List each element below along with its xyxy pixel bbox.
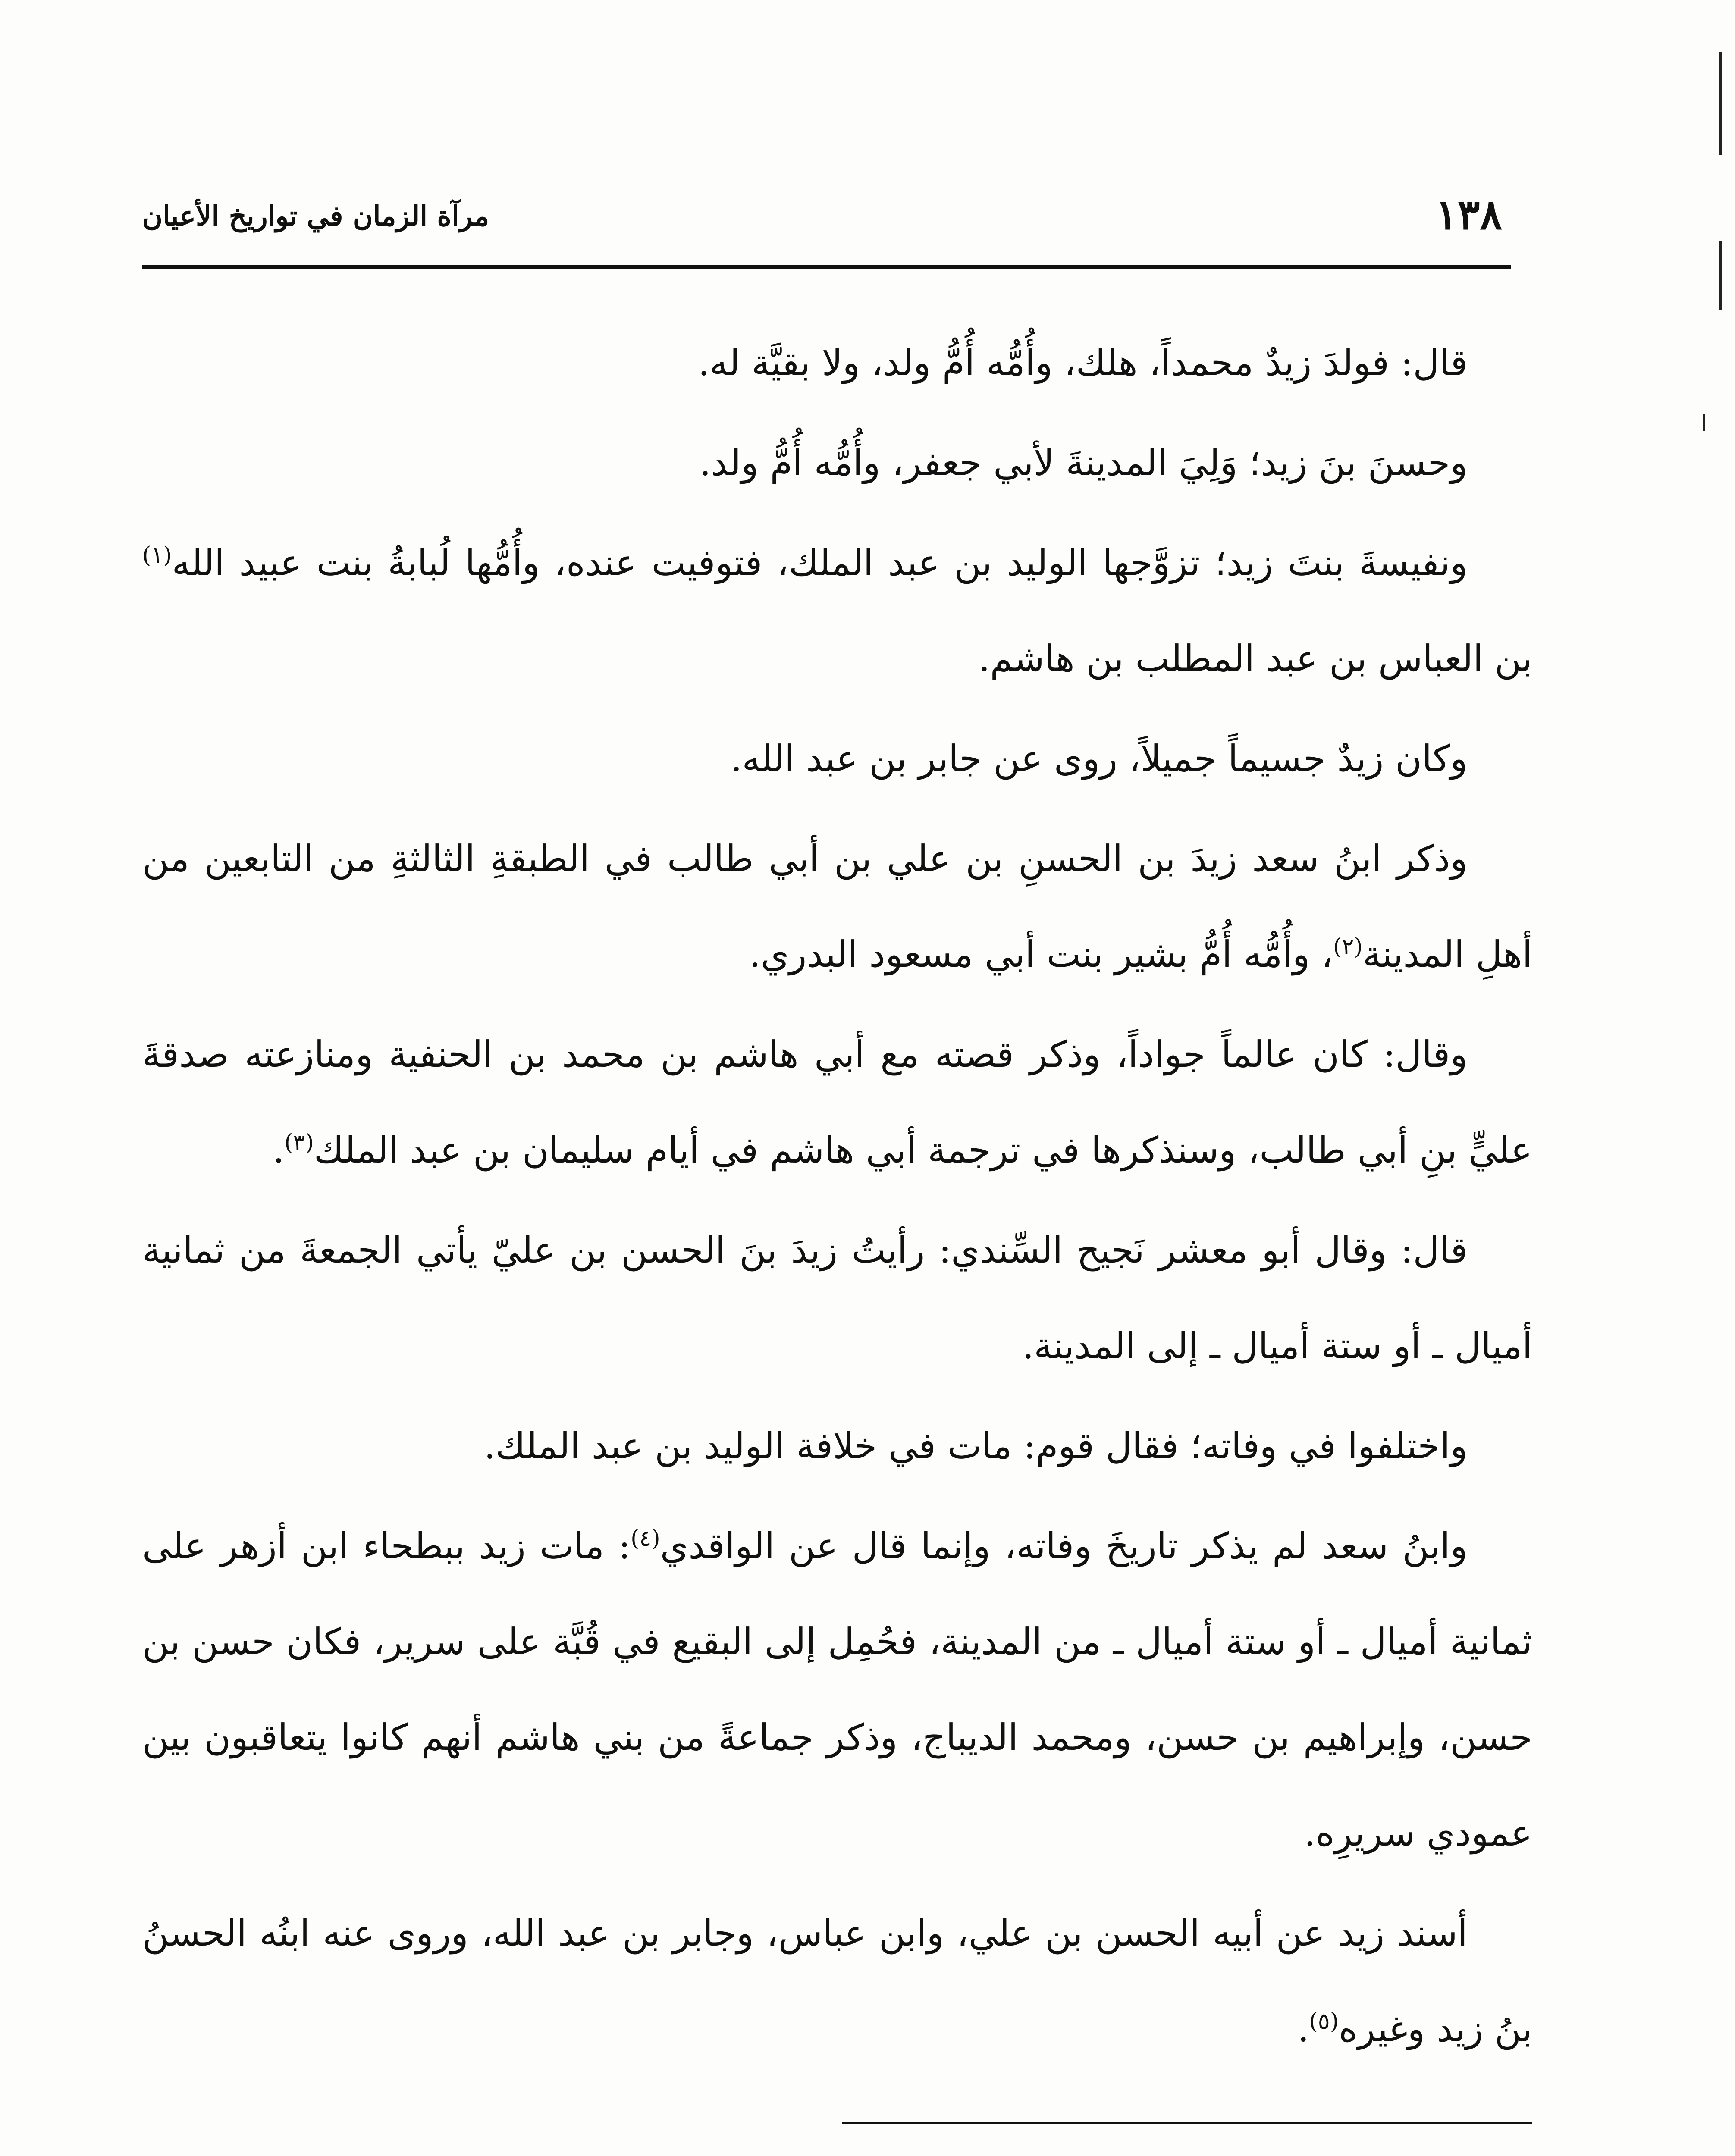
paragraph: وكان زيدٌ جسيماً جميلاً، روى عن جابر بن عبد الله. xyxy=(730,737,1468,780)
main-text xyxy=(142,315,1532,2081)
footnote xyxy=(142,2152,1532,2156)
page-header xyxy=(142,185,1502,267)
paragraph: أسند زيد عن أبيه الحسن بن علي، وابن عباس، وجابر بن عبد الله، وروى عنه ابنُه الحسنُ بنُ زيد وغيره$^{(٥)}$. xyxy=(142,1912,1532,2050)
paragraph: قال: وقال أبو معشر نَجيح السِّندي: رأيتُ زيدَ بنَ الحسن بن عليّ يأتي الجمعةَ من ثمانية أميال ـ أو ستة أميال ـ إلى المدينة. xyxy=(142,1229,1532,1367)
paragraph: وحسنَ بنَ زيد؛ وَلِيَ المدينةَ لأبي جعفر، وأُمُّه أُمُّ ولد. xyxy=(699,442,1468,484)
paragraph: وذكر ابنُ سعد زيدَ بن الحسنِ بن علي بن أبي طالب في الطبقةِ الثالثةِ من التابعين من أهلِ المدينة$^{(٢)}$، وأُمُّه أُمُّ بشير بنت أبي مسعود البدري. xyxy=(142,837,1532,975)
footnote-ref[interactable]: (٣) xyxy=(284,1130,314,1156)
footnotes xyxy=(142,2152,1532,2156)
scan-edge-mark xyxy=(1703,414,1705,431)
running-title: مرآة الزمان في تواريخ الأعيان xyxy=(142,200,489,232)
footnote-ref[interactable]: (٤) xyxy=(631,1526,660,1551)
paragraph: ونفيسةَ بنتَ زيد؛ تزوَّجها الوليد بن عبد الملك، فتوفيت عنده، وأُمُّها لُبابةُ بنت عبيد الله$^{(١)}$ بن العباس بن عبد المطلب بن هاشم. xyxy=(142,542,1532,680)
paragraph: واختلفوا في وفاته؛ فقال قوم: مات في خلافة الوليد بن عبد الملك. xyxy=(484,1425,1468,1467)
scan-edge-mark xyxy=(1719,52,1722,155)
footnote-ref[interactable]: (٢) xyxy=(1333,934,1363,960)
paragraph: وقال: كان عالماً جواداً، وذكر قصته مع أبي هاشم بن محمد بن الحنفية ومنازعته صدقةَ عليٍّ بنِ أبي طالب، وسنذكرها في ترجمة أبي هاشم في أيام سليمان بن عبد الملك$^{(٣)}$. xyxy=(142,1033,1532,1171)
footnote-ref[interactable]: (٥) xyxy=(1309,2009,1339,2034)
paragraph: قال: فولدَ زيدٌ محمداً، هلك، وأُمُّه أُمُّ ولد، ولا بقيَّة له. xyxy=(698,342,1468,384)
page-number: ١٣٨ xyxy=(1435,190,1502,239)
footnote-ref[interactable]: (١) xyxy=(142,542,172,568)
scan-edge-mark xyxy=(1719,241,1722,310)
paragraph: وابنُ سعد لم يذكر تاريخَ وفاته، وإنما قال عن الواقدي$^{(٤)}$: مات زيد ببطحاء ابن أزهر على ثمانية أميال ـ أو ستة أميال ـ من المدينة، فحُمِل إلى البقيع في قُبَّة على سرير، فكان حسن بن حسن، وإبراهيم بن حسن، ومحمد الديباج، وذكر جماعةً من بني هاشم أنهم كانوا يتعاقبون بين عمودي سريرِه. xyxy=(142,1525,1532,1854)
footnote-separator xyxy=(842,2122,1532,2124)
header-rule xyxy=(142,265,1511,269)
